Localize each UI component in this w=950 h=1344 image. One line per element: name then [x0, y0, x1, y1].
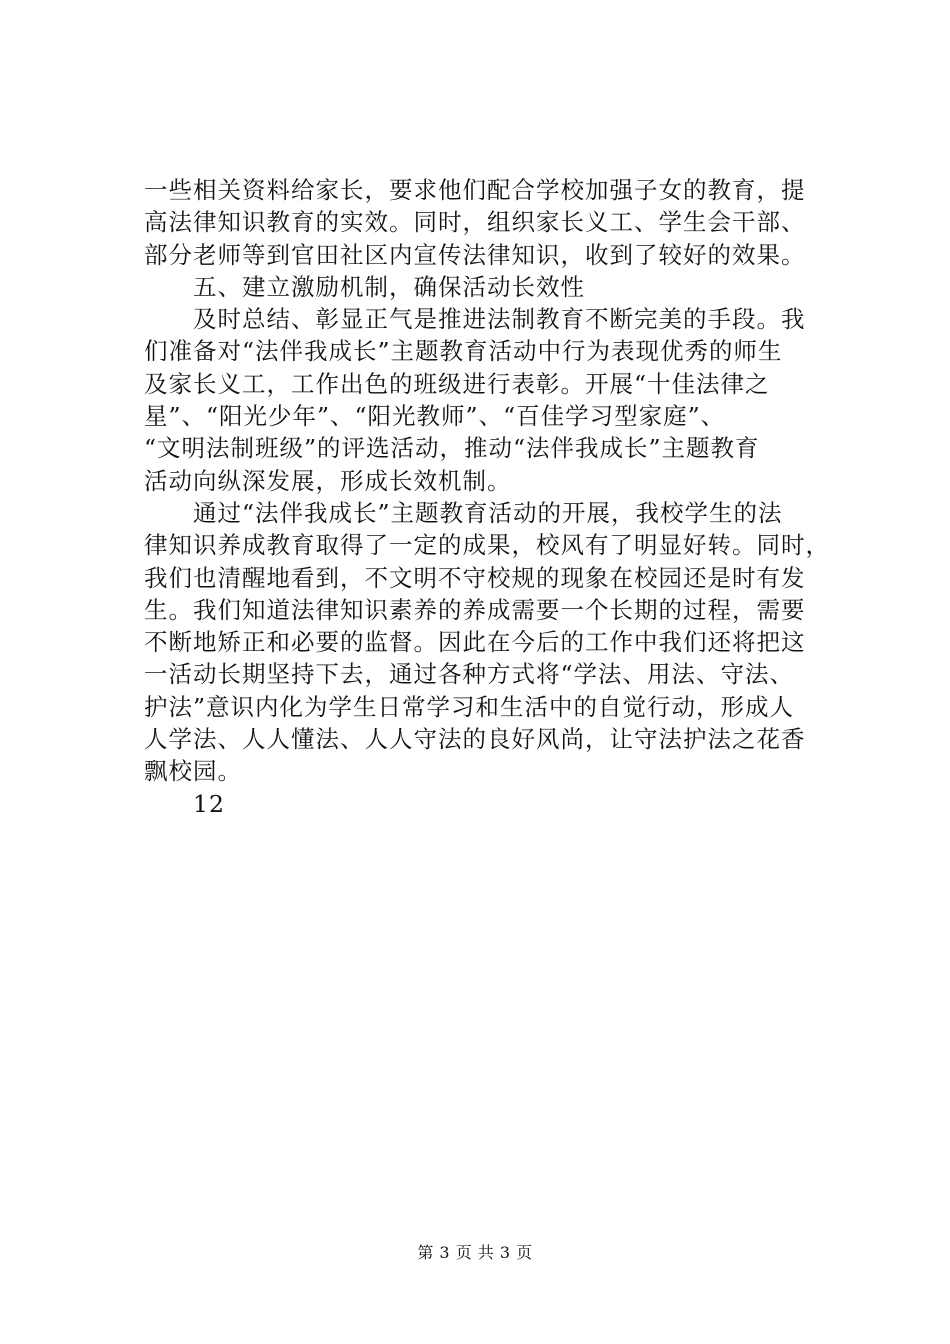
text-line: 们准备对“法伴我成长”主题教育活动中行为表现优秀的师生 — [144, 337, 783, 366]
text-line: 活动向纵深发展，形成长效机制。 — [144, 466, 512, 495]
text-line: 高法律知识教育的实效。同时，组织家长义工、学生会干部、 — [144, 208, 806, 237]
section-heading: 五、建立激励机制，确保活动长效性 — [144, 272, 585, 301]
text-line: 星”、“阳光少年”、“阳光教师”、“百佳学习型家庭”、 — [144, 402, 726, 431]
text-line: “文明法制班级”的评选活动，推动“法伴我成长”主题教育 — [144, 434, 760, 463]
text-line: 一些相关资料给家长，要求他们配合学校加强子女的教育，提 — [144, 176, 806, 204]
page-number-label: 第 3 页 共 3 页 — [417, 1243, 533, 1262]
text-line: 部分老师等到官田社区内宣传法律知识，收到了较好的效果。 — [144, 240, 806, 269]
text-line: 我们也清醒地看到，不文明不守校规的现象在校园还是时有发 — [144, 563, 806, 592]
page-footer — [0, 1242, 950, 1264]
body-text — [144, 174, 834, 820]
text-line: 及时总结、彰显正气是推进法制教育不断完美的手段。我 — [144, 305, 806, 334]
text-line: 不断地矫正和必要的监督。因此在今后的工作中我们还将把这 — [144, 628, 806, 657]
text-line: 通过“法伴我成长”主题教育活动的开展，我校学生的法 — [144, 498, 783, 527]
text-line: 一活动长期坚持下去，通过各种方式将“学法、用法、守法、 — [144, 660, 795, 689]
text-line: 生。我们知道法律知识素养的养成需要一个长期的过程，需要 — [144, 595, 806, 624]
text-line: 人学法、人人懂法、人人守法的良好风尚，让守法护法之花香 — [144, 725, 806, 754]
trailing-number: 12 — [144, 789, 225, 818]
text-line: 律知识养成教育取得了一定的成果，校风有了明显好转。同时， — [144, 531, 830, 560]
text-line: 飘校园。 — [144, 757, 242, 786]
text-line: 及家长义工，工作出色的班级进行表彰。开展“十佳法律之 — [144, 369, 770, 398]
text-line: 护法”意识内化为学生日常学习和生活中的自觉行动，形成人 — [144, 692, 795, 721]
